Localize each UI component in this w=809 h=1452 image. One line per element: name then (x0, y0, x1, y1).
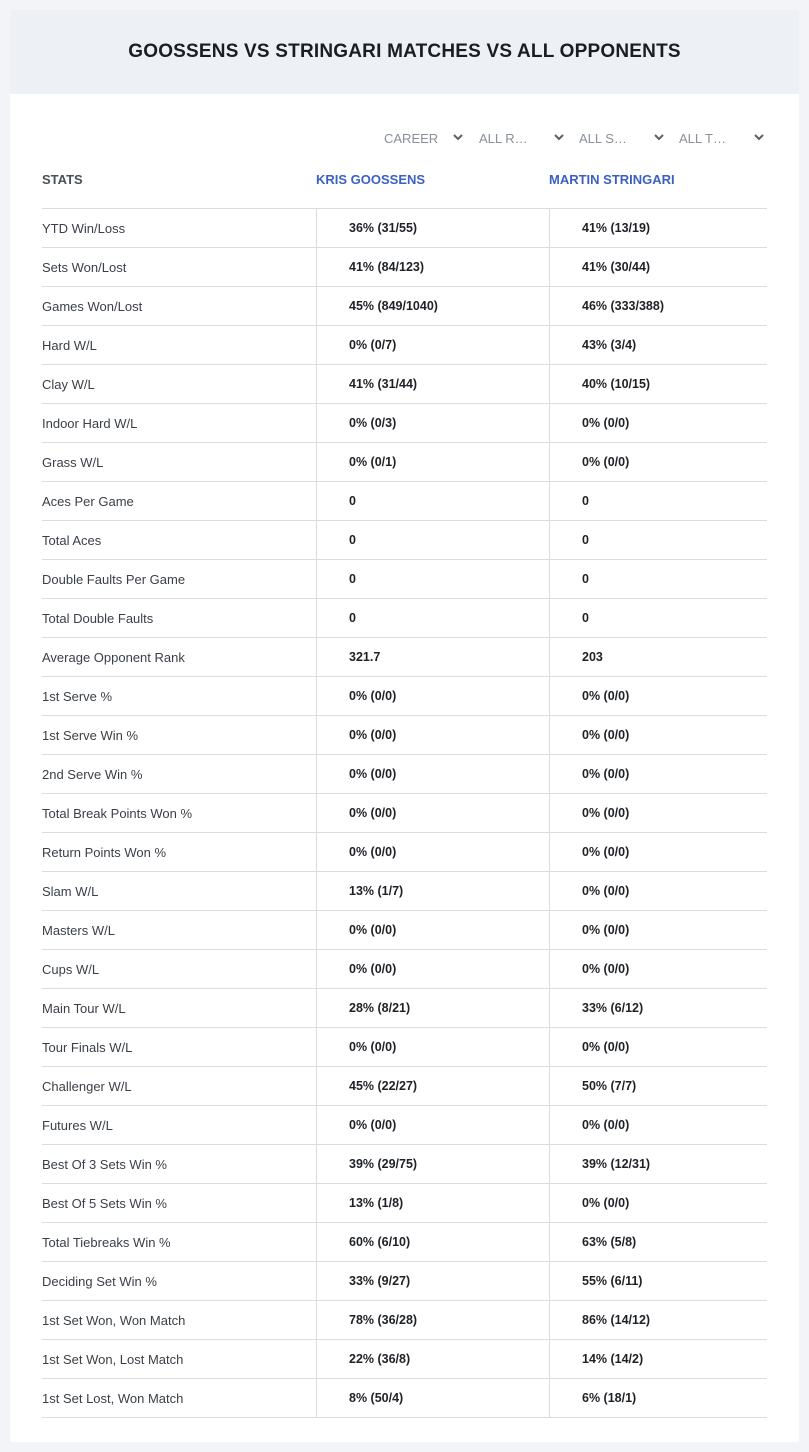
stat-label: 1st Set Lost, Won Match (42, 1390, 184, 1406)
table-row (42, 1106, 767, 1145)
card-header (10, 10, 799, 94)
player1-value: 45% (849/1040) (316, 287, 549, 325)
table-row (42, 365, 767, 404)
player1-value: 0% (0/3) (316, 404, 549, 442)
table-row (42, 404, 767, 443)
table-row (42, 1067, 767, 1106)
player2-value: 203 (549, 638, 767, 676)
player2-value: 0% (0/0) (549, 404, 767, 442)
player2-value: 0% (0/0) (549, 755, 767, 793)
table-row (42, 521, 767, 560)
stat-label: Total Tiebreaks Win % (42, 1234, 171, 1250)
stat-label: Clay W/L (42, 376, 95, 392)
player1-value: 0% (0/0) (316, 716, 549, 754)
filter-round-label: ALL R… (479, 130, 528, 146)
table-row (42, 1223, 767, 1262)
player2-value: 0% (0/0) (549, 677, 767, 715)
player1-value: 22% (36/8) (316, 1340, 549, 1378)
player1-value: 0 (316, 482, 549, 520)
player2-link[interactable]: MARTIN STRINGARI (549, 172, 675, 187)
table-row (42, 1301, 767, 1340)
table-row (42, 1028, 767, 1067)
player1-value: 8% (50/4) (316, 1379, 549, 1417)
player1-value: 39% (29/75) (316, 1145, 549, 1183)
stat-label: Hard W/L (42, 337, 97, 353)
player2-value: 46% (333/388) (549, 287, 767, 325)
player2-value: 0% (0/0) (549, 1106, 767, 1144)
player1-value: 36% (31/55) (316, 209, 549, 247)
stat-label: Main Tour W/L (42, 1000, 126, 1016)
stat-label: Total Aces (42, 532, 102, 548)
player2-value: 0% (0/0) (549, 443, 767, 481)
player1-value: 0% (0/0) (316, 1106, 549, 1144)
player1-value: 13% (1/7) (316, 872, 549, 910)
player1-value: 0 (316, 560, 549, 598)
player1-value: 0% (0/0) (316, 794, 549, 832)
player1-value: 28% (8/21) (316, 989, 549, 1027)
table-row (42, 833, 767, 872)
stat-label: 1st Set Won, Lost Match (42, 1351, 184, 1367)
player1-link[interactable]: KRIS GOOSSENS (316, 172, 426, 187)
player1-value: 0% (0/0) (316, 833, 549, 871)
player2-value: 55% (6/11) (549, 1262, 767, 1300)
stats-column-header: STATS (42, 172, 83, 187)
player2-value: 39% (12/31) (549, 1145, 767, 1183)
player1-value: 0% (0/0) (316, 755, 549, 793)
stat-label: Sets Won/Lost (42, 259, 127, 275)
chevron-down-icon (553, 131, 565, 143)
table-row (42, 443, 767, 482)
player1-value: 0 (316, 599, 549, 637)
table-row (42, 599, 767, 638)
table-row (42, 1379, 767, 1418)
table-row (42, 248, 767, 287)
table-row (42, 1184, 767, 1223)
filter-surface-label: ALL S… (579, 130, 627, 146)
stat-label: Total Double Faults (42, 610, 154, 626)
player1-value: 78% (36/28) (316, 1301, 549, 1339)
player2-value: 0 (549, 482, 767, 520)
player2-value: 40% (10/15) (549, 365, 767, 403)
player2-value: 14% (14/2) (549, 1340, 767, 1378)
stat-label: Challenger W/L (42, 1078, 132, 1094)
page-title: GOOSSENS VS STRINGARI MATCHES VS ALL OPPONENTS (128, 41, 681, 62)
player1-value: 33% (9/27) (316, 1262, 549, 1300)
table-row (42, 755, 767, 794)
player1-value: 0% (0/0) (316, 950, 549, 988)
table-row (42, 326, 767, 365)
filter-tournament-label: ALL T… (679, 130, 726, 146)
stat-label: Masters W/L (42, 922, 115, 938)
player2-value: 0% (0/0) (549, 794, 767, 832)
player2-value: 0% (0/0) (549, 1028, 767, 1066)
player2-value: 43% (3/4) (549, 326, 767, 364)
player2-value: 0% (0/0) (549, 716, 767, 754)
chevron-down-icon (753, 131, 765, 143)
player2-value: 33% (6/12) (549, 989, 767, 1027)
stat-label: Return Points Won % (42, 844, 167, 860)
table-row (42, 560, 767, 599)
player2-value: 0% (0/0) (549, 872, 767, 910)
player2-value: 86% (14/12) (549, 1301, 767, 1339)
stat-label: Best Of 3 Sets Win % (42, 1156, 167, 1172)
stat-label: Indoor Hard W/L (42, 415, 138, 431)
stat-label: YTD Win/Loss (42, 220, 126, 236)
player1-value: 0% (0/1) (316, 443, 549, 481)
stats-card (10, 10, 799, 1442)
player1-value: 0% (0/0) (316, 677, 549, 715)
player2-value: 6% (18/1) (549, 1379, 767, 1417)
filter-tournament-select[interactable] (679, 128, 765, 148)
player2-value: 0% (0/0) (549, 833, 767, 871)
player1-value: 60% (6/10) (316, 1223, 549, 1261)
player2-value: 50% (7/7) (549, 1067, 767, 1105)
player2-value: 0 (549, 521, 767, 559)
table-row (42, 677, 767, 716)
chevron-down-icon (653, 131, 665, 143)
table-row (42, 287, 767, 326)
player1-value: 0% (0/0) (316, 1028, 549, 1066)
stat-label: Aces Per Game (42, 493, 134, 509)
player2-value: 0 (549, 599, 767, 637)
player1-value: 41% (31/44) (316, 365, 549, 403)
stat-label: Slam W/L (42, 883, 99, 899)
player1-value: 13% (1/8) (316, 1184, 549, 1222)
table-row (42, 1340, 767, 1379)
filter-surface-select[interactable] (579, 128, 665, 148)
table-row (42, 1262, 767, 1301)
table-row (42, 872, 767, 911)
stat-label: Futures W/L (42, 1117, 113, 1133)
filter-bar (10, 128, 799, 148)
player1-value: 0 (316, 521, 549, 559)
stat-label: Games Won/Lost (42, 298, 143, 314)
player1-value: 0% (0/7) (316, 326, 549, 364)
filter-round-select[interactable] (479, 128, 565, 148)
player2-value: 63% (5/8) (549, 1223, 767, 1261)
player1-value: 0% (0/0) (316, 911, 549, 949)
table-row (42, 209, 767, 248)
stat-label: Grass W/L (42, 454, 104, 470)
player2-value: 41% (13/19) (549, 209, 767, 247)
filter-period-label: CAREER (384, 130, 439, 146)
stats-table (42, 208, 767, 1418)
player2-value: 0% (0/0) (549, 1184, 767, 1222)
stat-label: 2nd Serve Win % (42, 766, 143, 782)
table-row (42, 794, 767, 833)
stat-label: Deciding Set Win % (42, 1273, 157, 1289)
player1-value: 321.7 (316, 638, 549, 676)
table-row (42, 1145, 767, 1184)
player1-value: 41% (84/123) (316, 248, 549, 286)
player2-value: 41% (30/44) (549, 248, 767, 286)
stat-label: Tour Finals W/L (42, 1039, 133, 1055)
stat-label: 1st Serve % (42, 688, 113, 704)
stat-label: 1st Serve Win % (42, 727, 139, 743)
table-row (42, 911, 767, 950)
table-row (42, 638, 767, 677)
player2-value: 0% (0/0) (549, 911, 767, 949)
stat-label: Total Break Points Won % (42, 805, 193, 821)
table-row (42, 950, 767, 989)
stat-label: Average Opponent Rank (42, 649, 185, 665)
table-row (42, 482, 767, 521)
player2-value: 0% (0/0) (549, 950, 767, 988)
stat-label: Cups W/L (42, 961, 100, 977)
stat-label: 1st Set Won, Won Match (42, 1312, 186, 1328)
player1-value: 45% (22/27) (316, 1067, 549, 1105)
player2-value: 0 (549, 560, 767, 598)
table-row (42, 716, 767, 755)
table-row (42, 989, 767, 1028)
stat-label: Double Faults Per Game (42, 571, 186, 587)
filter-period-select[interactable] (384, 128, 464, 148)
chevron-down-icon (452, 131, 464, 143)
stat-label: Best Of 5 Sets Win % (42, 1195, 167, 1211)
